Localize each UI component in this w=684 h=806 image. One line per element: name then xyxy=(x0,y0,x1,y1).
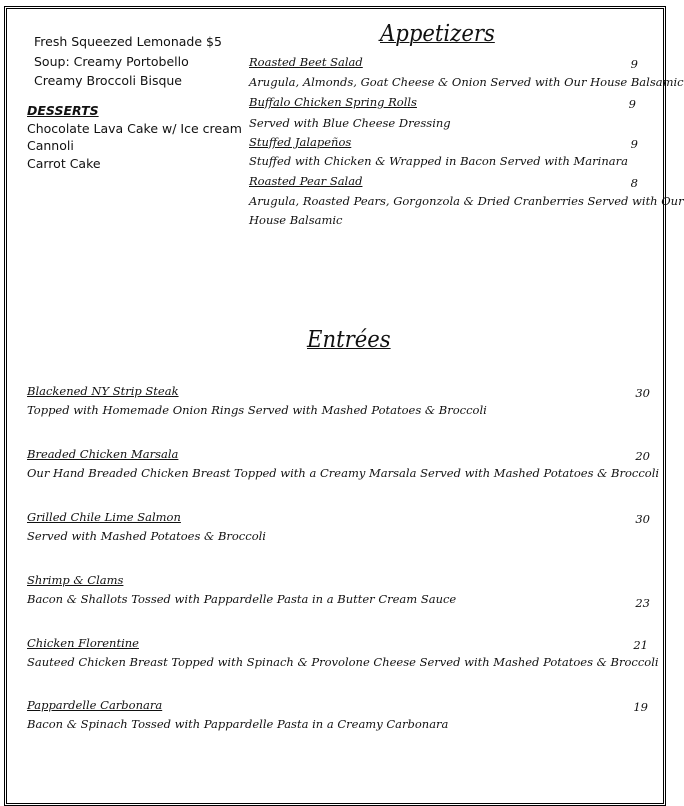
appetizer-price: 9 xyxy=(630,57,638,71)
appetizer-desc: Arugula, Almonds, Goat Cheese & Onion Served with Our House Balsamic xyxy=(249,75,684,89)
entree-name: Breaded Chicken Marsala xyxy=(27,447,179,461)
appetizer-name: Buffalo Chicken Spring Rolls xyxy=(249,95,417,109)
appetizer-price: 9 xyxy=(628,97,636,111)
appetizer-name: Stuffed Jalapeños xyxy=(249,135,352,149)
specials-block xyxy=(34,32,222,91)
special-item: Fresh Squeezed Lemonade $5 xyxy=(34,34,222,49)
entree-desc: Our Hand Breaded Chicken Breast Topped with a Creamy Marsala Served with Mashed Potatoes & Broccoli xyxy=(27,466,660,480)
entree-price: 20 xyxy=(635,449,650,463)
special-item: Soup: Creamy Portobello xyxy=(34,53,189,69)
entree-price: 30 xyxy=(635,512,650,526)
dessert-item: Carrot Cake xyxy=(27,155,101,171)
dessert-item: Cannoli xyxy=(27,138,74,153)
appetizer-name: Roasted Pear Salad xyxy=(249,174,363,188)
entree-desc: Bacon & Spinach Tossed with Pappardelle Pasta in a Creamy Carbonara xyxy=(27,717,449,731)
appetizers-title: Appetizers xyxy=(380,21,495,47)
entree-name: Grilled Chile Lime Salmon xyxy=(27,510,181,524)
appetizer-name: Roasted Beet Salad xyxy=(249,55,363,69)
entree-price: 30 xyxy=(635,386,650,400)
appetizer-desc: Arugula, Roasted Pears, Gorgonzola & Dried Cranberries Served with Our xyxy=(249,194,684,208)
appetizer-desc: House Balsamic xyxy=(249,213,343,227)
entrees-title: Entrées xyxy=(307,327,391,353)
entree-name: Chicken Florentine xyxy=(27,636,139,650)
desserts-heading: DESSERTS xyxy=(27,103,99,118)
dessert-item: Chocolate Lava Cake w/ Ice cream xyxy=(27,120,242,136)
entree-desc: Topped with Homemade Onion Rings Served with Mashed Potatoes & Broccoli xyxy=(27,403,487,417)
appetizer-desc: Stuffed with Chicken & Wrapped in Bacon Served with Marinara xyxy=(249,154,628,168)
appetizer-desc: Served with Blue Cheese Dressing xyxy=(249,116,451,130)
special-item: Creamy Broccoli Bisque xyxy=(34,73,182,88)
appetizer-price: 9 xyxy=(630,137,638,151)
entree-name: Blackened NY Strip Steak xyxy=(27,384,179,398)
entree-price: 21 xyxy=(633,638,648,652)
appetizer-price: 8 xyxy=(630,176,638,190)
entree-desc: Served with Mashed Potatoes & Broccoli xyxy=(27,529,266,543)
desserts-block xyxy=(27,102,242,172)
entree-price: 19 xyxy=(633,700,648,714)
entree-price: 23 xyxy=(635,596,650,610)
entree-desc: Sauteed Chicken Breast Topped with Spinach & Provolone Cheese Served with Mashed Potatoes & Broccoli xyxy=(27,655,659,669)
entree-desc: Bacon & Shallots Tossed with Pappardelle Pasta in a Butter Cream Sauce xyxy=(27,592,457,606)
entree-name: Shrimp & Clams xyxy=(27,573,124,587)
entree-name: Pappardelle Carbonara xyxy=(27,698,163,712)
